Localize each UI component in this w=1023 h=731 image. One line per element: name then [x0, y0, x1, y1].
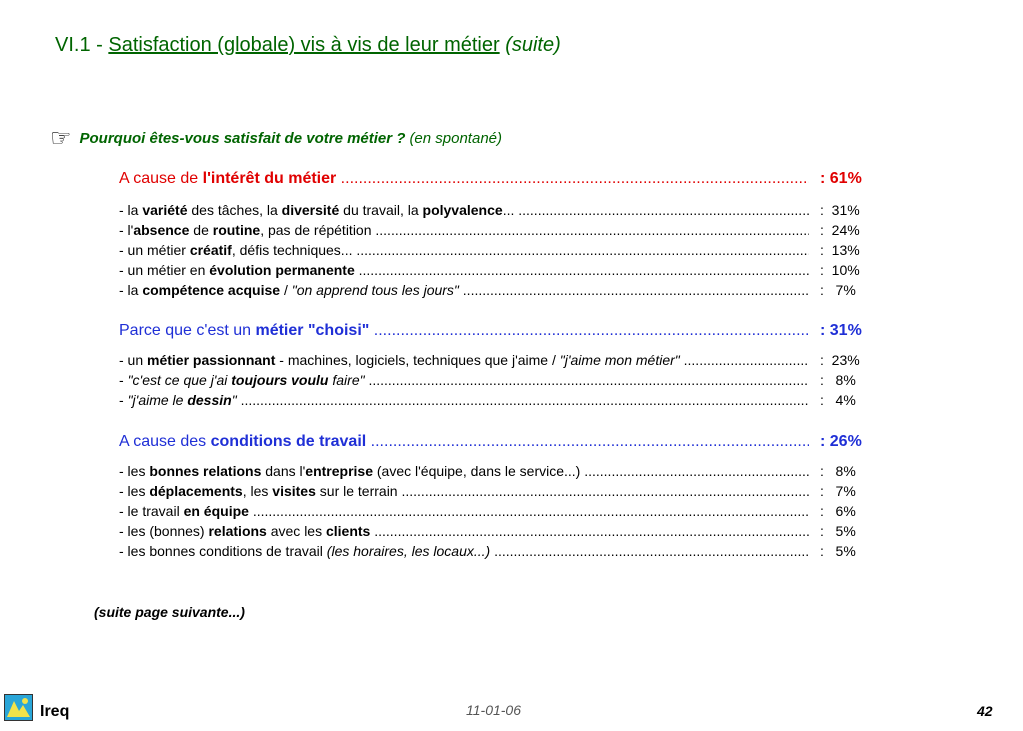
reason-percentage: : 7% — [820, 282, 856, 298]
reason-text-part: - les (bonnes) — [119, 523, 209, 539]
reason-text-part: "j'aime mon métier" — [559, 352, 680, 368]
reason-text-part: (avec l'équipe, dans le service...) — [373, 463, 581, 479]
question-note: (en spontané) — [409, 129, 503, 147]
reason-text-part: (les horaires, les locaux...) — [326, 543, 491, 559]
pointing-hand-icon: ☞ — [50, 124, 72, 152]
reason-percentage: : 8% — [820, 463, 856, 479]
page-number: 42 — [977, 703, 993, 719]
reason-text-part: / — [280, 282, 292, 298]
reason-text-part: clients — [325, 523, 371, 539]
reason-text-part: - — [119, 372, 128, 388]
footer-brand: Ireq — [40, 703, 70, 720]
reason-text-part: , les — [242, 483, 273, 499]
section-percentage: : 31% — [820, 322, 862, 339]
reason-text-part: - les bonnes conditions de travail — [119, 543, 327, 559]
reason-text-part: - la — [119, 202, 143, 218]
reason-text-part: - — [119, 392, 128, 408]
reason-text-part: - un métier — [119, 242, 190, 258]
reason-text-part: compétence acquise — [142, 282, 281, 298]
reason-text — [119, 503, 809, 519]
reason-text-part: "on apprend tous les jours" — [291, 282, 459, 298]
reason-text-part: toujours voulu — [231, 372, 329, 388]
reason-text — [119, 242, 809, 258]
section-heading — [119, 322, 879, 342]
reason-item — [119, 352, 879, 372]
reason-percentage: : 10% — [820, 262, 860, 278]
reason-percentage: : 5% — [820, 543, 856, 559]
reason-item — [119, 483, 879, 503]
footer-date: 11-01-06 — [466, 702, 522, 718]
reason-text-part: routine — [212, 222, 261, 238]
reason-text-part: " — [231, 392, 237, 408]
section-heading-text — [119, 433, 809, 451]
reason-text-part: - la — [119, 282, 143, 298]
reason-text-part: absence — [133, 222, 190, 238]
reason-text-part: sur le terrain — [315, 483, 398, 499]
reason-text-part: dans l' — [261, 463, 306, 479]
reason-percentage: : 24% — [820, 222, 860, 238]
section-heading-topic: conditions de travail — [210, 433, 367, 450]
reason-text-part: - machines, logiciels, techniques que j'aime / — [275, 352, 560, 368]
reason-text-part: entreprise — [305, 463, 373, 479]
reason-text — [119, 372, 809, 388]
section-percentage: : 61% — [820, 170, 862, 187]
reason-text-part: relations — [208, 523, 267, 539]
reason-text-part: du travail, la — [339, 202, 423, 218]
reason-text-part: bonnes relations — [149, 463, 262, 479]
reason-text-part: variété — [142, 202, 188, 218]
reason-text-part: - l' — [119, 222, 134, 238]
section-heading — [119, 433, 879, 453]
reason-text-part: déplacements — [149, 483, 243, 499]
section-heading-text — [119, 322, 809, 340]
question — [50, 124, 503, 152]
reason-item — [119, 262, 879, 282]
reason-percentage: : 8% — [820, 372, 856, 388]
reason-item — [119, 543, 879, 563]
reason-text-part: dessin — [187, 392, 232, 408]
section-heading-topic: métier "choisi" — [255, 322, 370, 339]
reason-text-part: , pas de répétition — [260, 222, 372, 238]
reason-text-part: de — [189, 222, 213, 238]
reason-item — [119, 503, 879, 523]
reason-item — [119, 242, 879, 262]
reason-text-part: en équipe — [183, 503, 249, 519]
reason-text-part: évolution permanente — [209, 262, 355, 278]
section-percentage: : 26% — [820, 433, 862, 450]
reason-text-part: métier passionnant — [147, 352, 276, 368]
reason-text-part: polyvalence — [422, 202, 503, 218]
reason-text-part: - les — [119, 483, 150, 499]
page-title — [55, 34, 561, 57]
reason-text-part: avec les — [266, 523, 326, 539]
reason-text — [119, 523, 809, 539]
reason-text-part: des tâches, la — [187, 202, 282, 218]
reason-text-part: - le travail — [119, 503, 184, 519]
reason-percentage: : 4% — [820, 392, 856, 408]
reason-item — [119, 392, 879, 412]
reason-item — [119, 282, 879, 302]
reason-percentage: : 23% — [820, 352, 860, 368]
section-heading — [119, 170, 879, 190]
reason-text — [119, 392, 809, 408]
reason-text-part: - un métier en — [119, 262, 210, 278]
reason-text — [119, 463, 809, 479]
reason-percentage: : 5% — [820, 523, 856, 539]
section-heading-prefix: A cause des — [119, 433, 211, 450]
question-text: Pourquoi êtes-vous satisfait de votre métier ? — [79, 129, 406, 147]
reason-text — [119, 222, 809, 238]
reason-text-part: créatif — [189, 242, 232, 258]
reason-item — [119, 202, 879, 222]
reason-text-part: diversité — [281, 202, 340, 218]
section-heading-topic: l'intérêt du métier — [202, 170, 337, 187]
reason-item — [119, 372, 879, 392]
reason-text-part: "c'est ce que j'ai — [127, 372, 232, 388]
section-heading-text — [119, 170, 809, 188]
title-number: VI.1 - — [55, 34, 109, 56]
reason-text-part: visites — [272, 483, 316, 499]
reason-text — [119, 282, 809, 298]
reason-text-part: - les — [119, 463, 150, 479]
reason-text-part: , défis techniques... — [231, 242, 357, 258]
reason-text-part: faire" — [328, 372, 365, 388]
reason-percentage: : 31% — [820, 202, 860, 218]
reason-text — [119, 543, 809, 559]
section-heading-prefix: A cause de — [119, 170, 203, 187]
reason-percentage: : 6% — [820, 503, 856, 519]
reason-text — [119, 352, 809, 368]
reason-percentage: : 13% — [820, 242, 860, 258]
reason-percentage: : 7% — [820, 483, 856, 499]
title-suffix: (suite) — [499, 34, 561, 56]
reason-item — [119, 222, 879, 242]
reason-text — [119, 262, 809, 278]
ireq-logo-icon — [4, 694, 33, 721]
reason-text-part: - un — [119, 352, 148, 368]
reason-item — [119, 523, 879, 543]
reason-text — [119, 483, 809, 499]
reason-text-part — [490, 543, 494, 559]
reason-text-part: "j'aime le — [127, 392, 188, 408]
title-main: Satisfaction (globale) vis à vis de leur métier — [108, 34, 500, 56]
section-heading-prefix: Parce que c'est un — [119, 322, 256, 339]
reason-text-part: ... — [502, 202, 519, 218]
continuation-note: (suite page suivante...) — [94, 604, 245, 620]
reason-item — [119, 463, 879, 483]
reason-text — [119, 202, 809, 218]
